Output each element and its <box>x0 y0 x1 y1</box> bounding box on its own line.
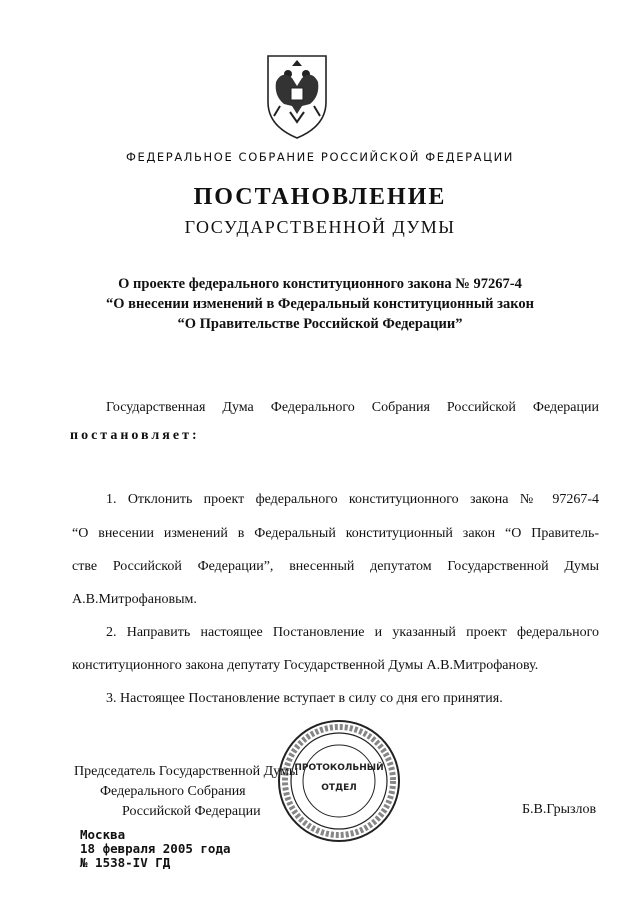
signatory-name: Б.В.Грызлов <box>522 802 597 817</box>
official-stamp <box>276 718 402 844</box>
item-1-line: “О внесении изменений в Федеральный конституционный закон “О Правитель- <box>72 526 599 541</box>
footer-city: Москва <box>80 827 126 842</box>
stamp-center-word: ПРОТОКОЛЬНЫЙ <box>294 763 384 773</box>
signatory-title-line: Российской Федерации <box>122 804 261 819</box>
document-type-title: ПОСТАНОВЛЕНИЕ <box>193 184 447 210</box>
subject-line: О проекте федерального конституционного закона № 97267-4 <box>118 276 522 292</box>
item-2-line: 2. Направить настоящее Постановление и указанный проект федерального <box>106 625 599 640</box>
subject-line: “О Правительстве Российской Федерации” <box>177 316 463 332</box>
preamble-text: Государственная Дума Федерального Собрания Российской Федерации <box>106 400 599 415</box>
item-1-line: стве Российской Федерации”, внесенный депутатом Государственной Думы <box>72 559 599 574</box>
item-1-line: А.В.Митрофановым. <box>72 592 197 607</box>
signatory-title-line: Федерального Собрания <box>100 784 246 799</box>
coat-of-arms-emblem <box>262 52 332 140</box>
footer-number: № 1538-IV ГД <box>80 855 171 870</box>
document-footer <box>80 828 231 870</box>
item-3-text: 3. Настоящее Постановление вступает в силу со дня его принятия. <box>106 691 503 706</box>
signatory-title <box>74 762 298 822</box>
item-1-line: 1. Отклонить проект федерального конституционного закона № 97267-4 <box>106 492 599 507</box>
document-issuer-subtitle: ГОСУДАРСТВЕННОЙ ДУМЫ <box>184 217 456 237</box>
decree-word: постановляет: <box>70 428 200 443</box>
signatory-title-line: Председатель Государственной Думы <box>74 764 299 779</box>
organization-heading: ФЕДЕРАЛЬНОЕ СОБРАНИЕ РОССИЙСКОЙ ФЕДЕРАЦИИ <box>125 150 515 164</box>
document-subject <box>0 274 640 334</box>
subject-line: “О внесении изменений в Федеральный конституционный закон <box>106 296 534 312</box>
footer-date: 18 февраля 2005 года <box>80 841 231 856</box>
item-2-line: конституционного закона депутату Государственной Думы А.В.Митрофанову. <box>72 658 539 673</box>
stamp-sub-word: ОТДЕЛ <box>321 783 357 793</box>
